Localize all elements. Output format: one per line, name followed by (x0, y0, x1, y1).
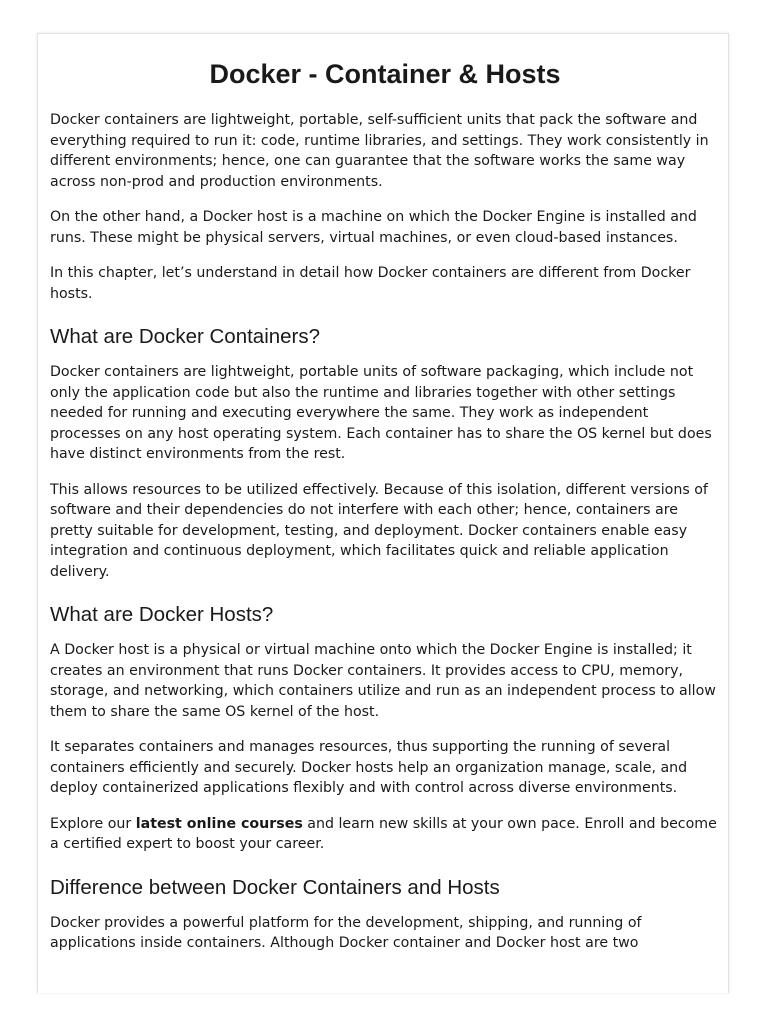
article-content (50, 34, 720, 969)
hosts-paragraph-1: A Docker host is a physical or virtual machine onto which the Docker Engine is installed; it creates an environment that runs Docker containers. It provides access to CPU, memory, storage, and networking, which containers utilize and run as an independent process to allow them to share the same OS kernel of the host. (50, 642, 716, 720)
difference-paragraph-1: Docker provides a powerful platform for the development, shipping, and running of applications inside containers. Although Docker container and Docker host are two (50, 914, 642, 951)
heading-difference: Difference between Docker Containers and Hosts (50, 875, 500, 899)
heading-docker-hosts: What are Docker Hosts? (50, 603, 274, 626)
intro-paragraph-2: On the other hand, a Docker host is a machine on which the Docker Engine is installed and runs. These might be physical servers, virtual machines, or even cloud-based instances. (50, 209, 697, 246)
promo-paragraph (50, 814, 720, 855)
intro-paragraph-1: Docker containers are lightweight, portable, self-sufficient units that pack the software and everything required to run it: code, runtime libraries, and settings. They work consistently in different environments; hence, one can guarantee that the software works the same way across non-prod and production environments. (50, 112, 709, 190)
document-page (37, 33, 729, 993)
promo-text-after: and learn new skills at your own pace. Enroll and become a certified expert to boost your career. (50, 815, 717, 852)
intro-paragraph-3: In this chapter, let’s understand in detail how Docker containers are different from Docker hosts. (50, 265, 691, 302)
latest-courses-link[interactable]: latest online courses (135, 815, 303, 832)
page-title: Docker - Container & Hosts (209, 59, 561, 89)
heading-docker-containers: What are Docker Containers? (50, 325, 321, 348)
promo-text-before: Explore our (50, 815, 136, 832)
containers-paragraph-1: Docker containers are lightweight, portable units of software packaging, which include not only the application code but also the runtime and libraries together with other settings needed for running and executing everywhere the same. They work as independent processes on any host operating system. Each container has to share the OS kernel but does have distinct environments from the rest. (50, 364, 712, 462)
hosts-paragraph-2: It separates containers and manages resources, thus supporting the running of several containers efficiently and securely. Docker hosts help an organization manage, scale, and deploy containerized applications flexibly and with control across diverse environments. (50, 739, 688, 796)
containers-paragraph-2: This allows resources to be utilized effectively. Because of this isolation, different versions of software and their dependencies do not interfere with each other; hence, containers are pretty suitable for development, testing, and deployment. Docker containers enable easy integration and continuous deployment, which facilitates quick and reliable application delivery. (50, 481, 708, 580)
